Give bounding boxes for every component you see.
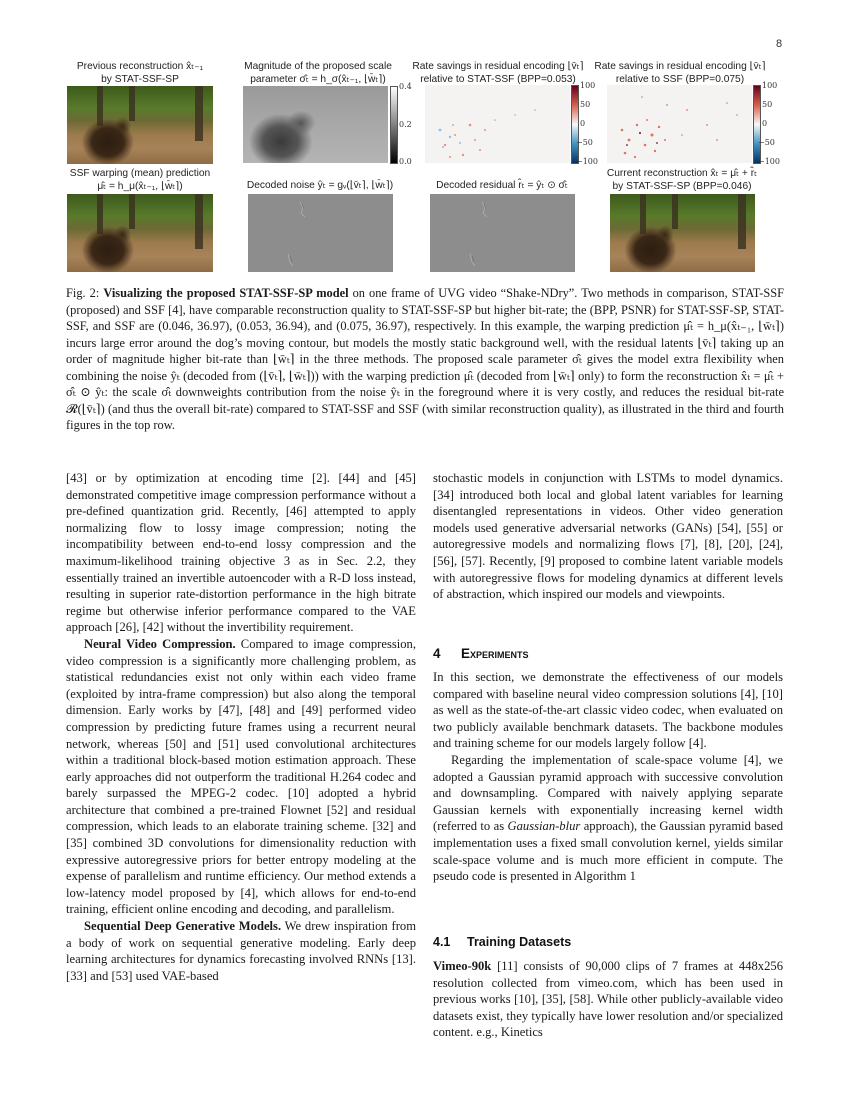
left-column [66, 470, 416, 984]
label-line: Rate savings in residual encoding ⌊v̄ₜ⌉ [412, 61, 584, 72]
label-line: μ̂ₜ = h_μ(x̂ₜ₋₁, ⌊w̄ₜ⌉) [97, 180, 183, 192]
paragraph: stochastic models in conjunction with LSTMs to model dynamics. [34] introduced both local and global latent variables for learning disentangled representations in videos. Other video generation models used generative adversarial networks (GANs) [54], [55] or autoregressive models and normalizing flows [7], [8], [20], [24], [56], [57]. Recently, [9] proposed to combine latent variable models with autoregressive flows for modeling dynamics at different levels of abstraction, which inspired our models and viewpoints. [433, 471, 783, 602]
paragraph-head: Neural Video Compression. [84, 636, 236, 651]
image-prev-reconstruction [67, 86, 213, 164]
paragraph-scale-space [433, 752, 783, 885]
label-line: Current reconstruction x̂ₜ = μ̂ₜ + r̂ₜ [606, 168, 758, 179]
subsection-title: Training Datasets [467, 935, 572, 949]
label-line: Decoded residual r̂ₜ = ŷₜ ⊙ σ̂ₜ [436, 180, 568, 191]
panel-label-scale-mag [228, 61, 408, 86]
colorbar-rdbu [571, 85, 579, 164]
colorbar-tick: 0 [762, 119, 768, 128]
colorbar-tick: 100 [580, 81, 596, 90]
noise-detail [248, 194, 393, 272]
subsection-number: 4.1 [433, 935, 451, 949]
caption-bold: Visualizing the proposed STAT-SSF-SP model [103, 286, 349, 300]
label-line: Magnitude of the proposed scale [244, 61, 392, 72]
right-column-bottom [433, 958, 783, 1041]
image-rate-savings-stat-ssf [425, 85, 570, 163]
label-line: SSF warping (mean) prediction [69, 168, 211, 179]
paragraph-text: [11] consists of 90,000 clips of 7 frames at 448x256 resolution collected from vimeo.com, which has been used in previous works [10], [35], [58]. While other publicly-available video datasets exist, they typically have lower resolution and/or specialized content. e.g., Kinetics [433, 959, 783, 1040]
label-line: relative to STAT-SSF (BPP=0.053) [420, 73, 576, 85]
right-column-top [433, 470, 783, 603]
panel-label-prev-recon [60, 61, 220, 86]
label-line: Previous reconstruction x̂ₜ₋₁ [76, 61, 204, 72]
image-rate-savings-ssf [607, 85, 752, 163]
paragraph-head: Sequential Deep Generative Models. [84, 919, 282, 934]
paragraph-text: We drew inspiration from a body of work on sequential generative modeling. Early deep learning architectures for dynamics forecasting involved RNNs [13]. [33] and [53] used VAE-based [66, 919, 416, 983]
colorbar-tick: −100 [758, 157, 780, 166]
colorbar-tick: 100 [762, 81, 778, 90]
paragraph-head: Vimeo-90k [433, 959, 492, 973]
colorbar-tick: −100 [576, 157, 598, 166]
residual-detail [430, 194, 575, 272]
paragraph: [43] or by optimization at encoding time [2]. [44] and [45] demonstrated competitive image compression performance without a pre-defined quantization grid. Recently, [46] attempted to apply normalizing flow to lossy image compression; noting the incompatibility between end-to-end lossy compression and the maximum-likelihood training objective 3 as in Sec. 2.2, they essentially trained an invertible autoencoder with a R-D loss instead, resulting in superior rate-distortion performance in the high bitrate regime but otherwise inferior performance compared to the VAE approach [26], [42] without the invertibility requirement. [66, 471, 416, 635]
subsection-heading-training-datasets [433, 935, 571, 949]
page-number: 8 [776, 38, 783, 50]
colorbar-tick: 50 [762, 100, 773, 109]
paragraph-text: Regarding the implementation of scale-space volume [4], we adopted a Gaussian pyramid approach with successive convolution and downsampling. Compared with naively applying separate Gaussian kernels with exponentially increasing kernel width (referred to as [433, 752, 783, 834]
colorbar-tick: 0.2 [399, 120, 412, 129]
panel-label-decoded-noise [230, 180, 410, 193]
panel-label-decoded-residual [412, 180, 592, 193]
paragraph-text: approach), the Gaussian pyramid based implementation uses a fixed small convolution kernel, yields similar scale-space volume and is much more efficient in compute. The pseudo code is presented in Algorithm 1 [433, 819, 783, 884]
section-title: Experiments [461, 646, 529, 661]
colorbar-tick: −50 [758, 138, 775, 147]
paragraph-neural-video [66, 636, 416, 918]
label-line: by STAT-SSF-SP (BPP=0.046) [612, 180, 752, 192]
colorbar-gray [390, 86, 398, 164]
rate-dots [425, 85, 570, 163]
colorbar-rdbu [753, 85, 761, 164]
section-number: 4 [433, 646, 441, 661]
panel-label-ssf-warp [55, 168, 225, 193]
paragraph-text: Compared to image compression, video compression is a significantly more challenging problem, as statistical redundancies exist not only within each video frame (exploited by intra-frame compression) but also along the temporal dimension. Early works by [47], [48] and [49] performed video compression by predicting future frames using a recurrent neural network, whereas [50] and [51] used convolutional architectures within a traditional block-based motion estimation approach. These early approaches did not outperform the traditional H.264 codec and barely surpassed the MPEG-2 codec. [10] adopted a hybrid architecture that combined a pre-trained Flownet [52] and residual compression, which leads to an elaborate training scheme. [32] and [35] combined 3D convolutions for dimensionality reduction with expressive autoregressive priors for better entropy modeling at the expense of parallelism and runtime efficiency. Our method extends a low-latency model proposed by [4], which allows for end-to-end training, efficient online encoding and decoding, and parallelism. [66, 636, 416, 917]
right-column-mid [433, 669, 783, 885]
panel-label-rate-stat-ssf [408, 61, 588, 86]
caption-label: Fig. 2: [66, 286, 100, 300]
image-decoded-noise [248, 194, 393, 272]
paragraph: In this section, we demonstrate the effectiveness of our models compared with baseline neural video compression solutions [4], [10] as well as the state-of-the-art classic video codec, when evaluated on two publicly available benchmark datasets. The backbone modules and training scheme for our models largely follow [4]. [433, 670, 783, 751]
label-line: parameter σ̂ₜ = h_σ(x̂ₜ₋₁, ⌊w̄ₜ⌉) [250, 73, 386, 85]
rate-dots [607, 85, 752, 163]
label-line: by STAT-SSF-SP [101, 73, 179, 85]
italic-term: Gaussian-blur [507, 819, 581, 834]
panel-label-rate-ssf [590, 61, 770, 86]
panel-label-current-recon [592, 168, 772, 193]
colorbar-tick: 0 [580, 119, 586, 128]
image-current-reconstruction [610, 194, 755, 272]
label-line: Rate savings in residual encoding ⌊v̄ₜ⌉ [594, 61, 766, 72]
label-line: relative to SSF (BPP=0.075) [615, 73, 745, 85]
label-line: Decoded noise ŷₜ = gᵥ(⌊v̄ₜ⌉, ⌊w̄ₜ⌉) [246, 180, 394, 191]
paragraph-sequential [66, 918, 416, 984]
colorbar-tick: 0.0 [399, 157, 412, 166]
colorbar-tick: 0.4 [399, 82, 412, 91]
section-heading-experiments [433, 646, 529, 661]
image-decoded-residual [430, 194, 575, 272]
image-ssf-warp-prediction [67, 194, 213, 272]
image-scale-magnitude [243, 86, 388, 163]
figure-caption [66, 285, 784, 434]
paragraph-vimeo [433, 958, 783, 1041]
colorbar-tick: −50 [576, 138, 593, 147]
colorbar-tick: 50 [580, 100, 591, 109]
caption-text: on one frame of UVG video “Shake-NDry”. Two methods in comparison, STAT-SSF (proposed) and SSF [4], have comparable reconstruction quality to STAT-SSF-SP but higher bit-rate; the (BPP, PSNR) for STAT-SSF-SP, STAT-SSF, and SSF are (0.046, 36.97), (0.053, 36.94), and (0.075, 36.97), respectively. In this example, the warping prediction μ̂ₜ = h_μ(x̂ₜ₋₁, ⌊w̄ₜ⌉) incurs large error around the dog’s moving contour, but models the mostly static background well, with the residual latents ⌊v̄ₜ⌉ taking up an order of magnitude higher bit-rate than ⌊w̄ₜ⌉ in the three methods. The proposed scale parameter σ̂ₜ gives the model extra flexibility when combining the noise ŷₜ (decoded from (⌊v̄ₜ⌉, ⌊w̄ₜ⌉)) with the warping prediction μ̂ₜ (decoded from ⌊w̄ₜ⌉ only) to form the reconstruction x̂ₜ = μ̂ₜ + σ̂ₜ ⊙ ŷₜ: the scale σ̂ₜ downweights contribution from the noise ŷₜ in the foreground where it is very costly, and reduces the residual bit-rate 𝓡(⌊v̄ₜ⌉) (and thus the overall bit-rate) compared to STAT-SSF and SSF (with similar reconstruction quality), as illustrated in the third and fourth figures in the top row. [66, 286, 784, 432]
